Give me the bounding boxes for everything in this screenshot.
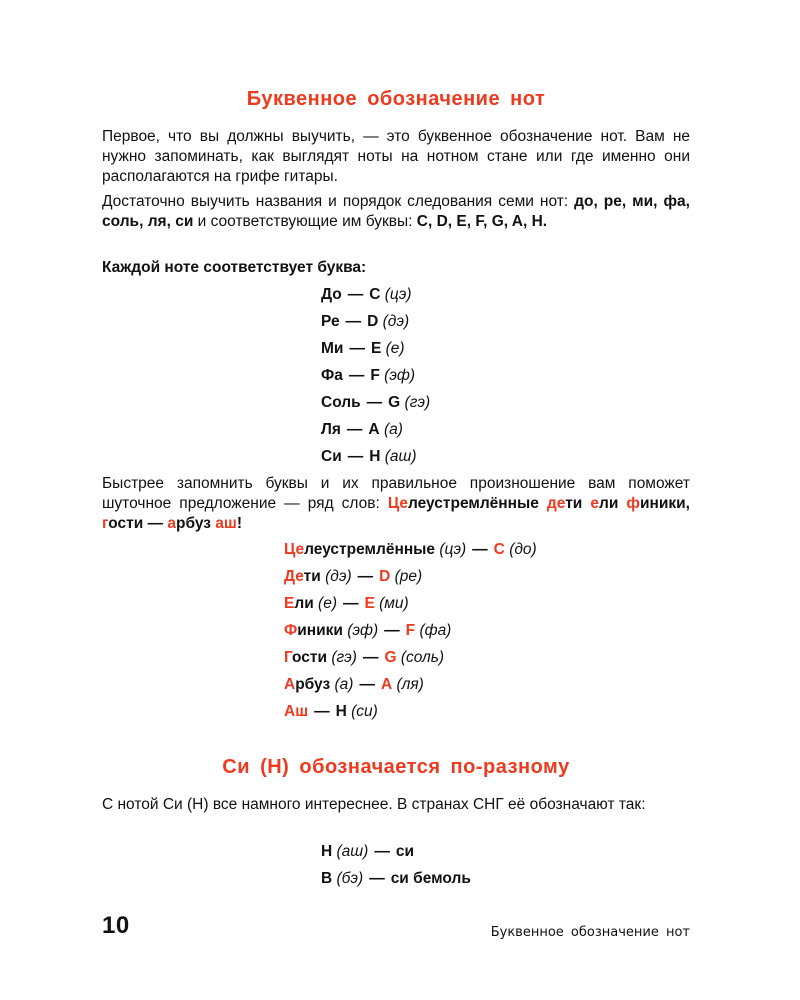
note-letter: A	[380, 676, 393, 693]
note-letter: A	[368, 421, 380, 438]
word-rest-part: леустремлённые	[304, 541, 436, 558]
page-number: 10	[102, 912, 130, 939]
letter-pronunciation: (а)	[334, 676, 354, 693]
phrase-rest-part: леустремлённые	[407, 495, 539, 512]
running-title: Буквенное обозначение нот	[490, 925, 690, 940]
note-name: (фа)	[419, 622, 452, 639]
phrase-red-part: Це	[387, 495, 408, 512]
h-variant-row	[321, 869, 471, 896]
note-letter-row	[321, 285, 430, 312]
mnemonic-row	[284, 567, 537, 594]
note-letter: C	[369, 286, 381, 303]
note-letter: D	[379, 568, 391, 585]
letter-pronunciation: (гэ)	[331, 649, 357, 666]
section-heading-letter-notation: Буквенное обозначение нот	[246, 88, 546, 110]
dash: —	[346, 421, 363, 438]
letter-pronunciation: (эф)	[384, 367, 416, 384]
word-red-part: Ф	[284, 622, 298, 639]
note-letter: H	[335, 703, 347, 720]
word-rest-part: иники	[297, 622, 343, 639]
mnemonic-row	[284, 675, 537, 702]
letter-pronunciation: (гэ)	[404, 394, 431, 411]
dash: —	[347, 286, 364, 303]
dash: —	[349, 340, 365, 357]
note-letter: F	[370, 367, 380, 384]
mnemonic-paragraph	[102, 474, 690, 534]
dash: —	[384, 622, 400, 639]
note-letter-row	[321, 366, 430, 393]
phrase-red-part: е	[590, 495, 599, 512]
note-letter-row	[321, 393, 430, 420]
word-red-part: Е	[284, 595, 295, 612]
page	[102, 0, 690, 1000]
letter-pronunciation: (а)	[383, 421, 403, 438]
h-notation-paragraph: С нотой Си (Н) все намного интереснее. В странах СНГ её обозначают так:	[102, 796, 646, 813]
mnemonic-row	[284, 702, 537, 729]
dash: —	[357, 568, 374, 585]
phrase-red-part: де	[546, 495, 566, 512]
phrase-rest-part: иники,	[639, 495, 690, 512]
dash: —	[347, 448, 364, 465]
letter-pronunciation: (цэ)	[384, 286, 412, 303]
dash: —	[362, 649, 379, 666]
note-name: Си	[321, 448, 342, 465]
letter-pronunciation: (эф)	[347, 622, 379, 639]
letter-pronunciation: (е)	[318, 595, 337, 612]
seven-notes-list: до, ре, ми, фа, соль, ля, си	[102, 193, 690, 230]
note-letter: H	[369, 448, 381, 465]
phrase-red-part: а	[167, 515, 177, 532]
phrase-rest-part: !	[236, 515, 243, 532]
phrase-red-part: г	[102, 515, 109, 532]
intro-paragraph: Первое, что вы должны выучить, — это буквенное обозначение нот. Вам не нужно запоминать, как выглядят ноты на нотном стане или где именно они располагаются на грифе гитары.	[102, 128, 690, 185]
dash: —	[472, 541, 488, 558]
word-rest-part: ли	[294, 595, 314, 612]
note-name: (си)	[351, 703, 378, 720]
phrase-red-part: аш	[215, 515, 237, 532]
seven-letters-list: C, D, E, F, G, A, H.	[416, 213, 548, 230]
word-rest-part: рбуз	[295, 676, 331, 693]
note-letter: C	[493, 541, 505, 558]
note-name: (ми)	[379, 595, 409, 612]
phrase-rest-part: рбуз	[176, 515, 211, 532]
letter-pronunciation: (дэ)	[325, 568, 352, 585]
word-rest-part: ости	[292, 649, 328, 666]
dash: —	[348, 367, 365, 384]
note-letter: E	[370, 340, 382, 357]
dash: —	[342, 595, 359, 612]
phrase-red-part: ф	[626, 495, 640, 512]
note-letter: D	[367, 313, 379, 330]
word-red-part: А	[284, 676, 296, 693]
phrase-rest-part: ти	[565, 495, 583, 512]
note-letter-row	[321, 420, 430, 447]
dash: —	[366, 394, 383, 411]
dash: —	[345, 313, 362, 330]
mnemonic-row	[284, 594, 537, 621]
variant-pronunciation: (аш)	[336, 843, 369, 860]
seven-notes-paragraph	[102, 192, 690, 232]
letter-pronunciation: (е)	[385, 340, 405, 357]
dash: —	[314, 703, 330, 720]
variant-name: си бемоль	[390, 870, 471, 887]
h-variants-list	[321, 842, 471, 896]
mnemonic-row	[284, 621, 537, 648]
note-name: (соль)	[400, 649, 445, 666]
mnemonic-intro-text: Быстрее запомнить буквы и их правильное произношение вам поможет шуточное предложение — ряд слов:	[102, 475, 690, 512]
note-name: (ре)	[394, 568, 423, 585]
mnemonic-row	[284, 648, 537, 675]
note-name: Ля	[321, 421, 341, 438]
variant-name: си	[395, 843, 414, 860]
section-heading-h-notation: Си (Н) обозначается по-разному	[222, 756, 570, 778]
variant-letter: Н	[321, 843, 333, 860]
note-letter: G	[384, 649, 397, 666]
seven-notes-text-b: и соответствующие им буквы:	[197, 213, 413, 230]
note-letter-list	[321, 285, 430, 474]
word-red-part: Аш	[284, 703, 309, 720]
note-letter-row	[321, 312, 430, 339]
note-letter: E	[364, 595, 375, 612]
word-red-part: Де	[284, 568, 304, 585]
seven-notes-text-a: Достаточно выучить названия и порядок следования семи нот:	[102, 193, 569, 210]
dash: —	[369, 870, 385, 887]
dash: —	[374, 843, 390, 860]
mnemonic-row	[284, 540, 537, 567]
note-name: Фа	[321, 367, 343, 384]
note-name: Ре	[321, 313, 340, 330]
letter-pronunciation: (цэ)	[439, 541, 467, 558]
h-variant-row	[321, 842, 471, 869]
note-name: До	[321, 286, 342, 303]
note-letter: G	[388, 394, 401, 411]
note-letter: F	[405, 622, 416, 639]
word-red-part: Г	[284, 649, 293, 666]
note-name: Соль	[321, 394, 361, 411]
phrase-rest-part: ли	[598, 495, 619, 512]
letter-pronunciation: (аш)	[384, 448, 417, 465]
word-red-part: Це	[284, 541, 305, 558]
note-name: Ми	[321, 340, 344, 357]
mnemonic-list	[284, 540, 537, 729]
variant-pronunciation: (бэ)	[336, 870, 364, 887]
note-name: (до)	[509, 541, 537, 558]
letter-pronunciation: (дэ)	[382, 313, 410, 330]
dash: —	[359, 676, 375, 693]
note-letter-row	[321, 447, 430, 474]
phrase-rest-part: ости —	[108, 515, 164, 532]
note-letter-row	[321, 339, 430, 366]
note-letter-intro: Каждой ноте соответствует буква:	[102, 259, 367, 276]
variant-letter: В	[321, 870, 333, 887]
note-name: (ля)	[396, 676, 424, 693]
word-rest-part: ти	[303, 568, 321, 585]
